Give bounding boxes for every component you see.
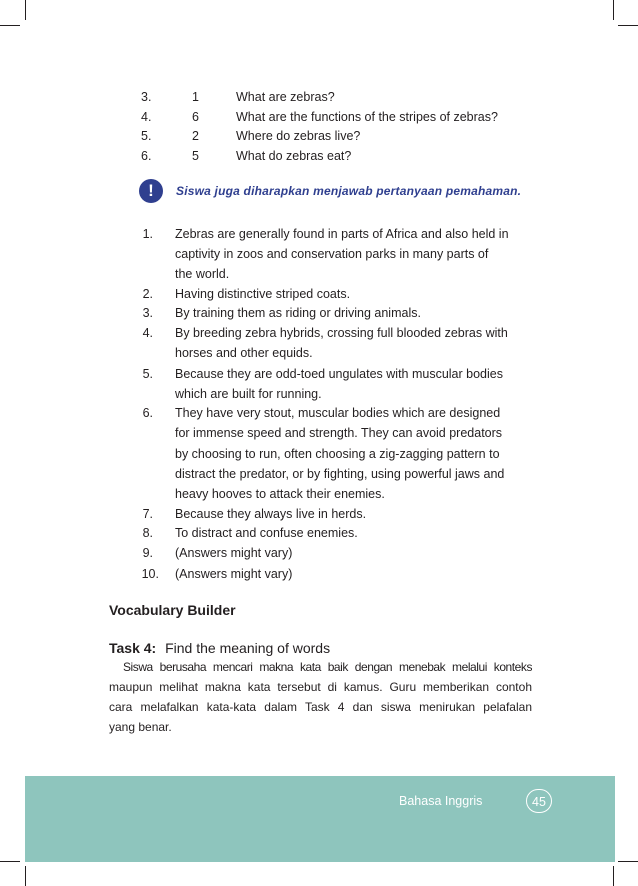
answer-line: (Answers might vary): [175, 546, 293, 560]
task-label: Task 4:: [109, 640, 157, 656]
answer-line: Because they always live in herds.: [175, 507, 367, 521]
question-number: 6.: [141, 149, 152, 163]
answer-number: 4.: [142, 326, 153, 340]
answer-line: for immense speed and strength. They can avoid predators: [175, 426, 503, 440]
question-number: 3.: [141, 90, 152, 104]
crop-mark: [618, 25, 638, 26]
answer-line: By training them as riding or driving animals.: [175, 306, 421, 320]
task-name: Find the meaning of words: [165, 640, 331, 656]
crop-mark: [618, 861, 638, 862]
answer-number: 1.: [142, 227, 153, 241]
question-number: 5.: [141, 129, 152, 143]
crop-mark: [0, 861, 20, 862]
crop-mark: [613, 866, 614, 886]
answer-number: 9.: [142, 546, 153, 560]
answer-line: distract the predator, or by fighting, using powerful jaws and: [175, 467, 505, 481]
section-heading: Vocabulary Builder: [109, 602, 236, 618]
answer-number: 5.: [142, 367, 153, 381]
answer-line: Zebras are generally found in parts of Africa and also held in: [175, 227, 509, 241]
question-text: What do zebras eat?: [236, 149, 352, 163]
crop-mark: [613, 0, 614, 20]
question-key: 1: [192, 90, 199, 104]
paragraph-line: cara melafalkan kata-kata dalam Task 4 dan siswa menirukan pelafalan: [109, 700, 532, 714]
question-text: What are zebras?: [236, 90, 335, 104]
instruction-paragraph: [109, 657, 532, 737]
paragraph-line: maupun melihat makna kata tersebut di kamus. Guru memberikan contoh: [109, 680, 532, 694]
answer-line: the world.: [175, 267, 230, 281]
question-row: [0, 149, 638, 169]
answer-number: 6.: [142, 406, 153, 420]
answer-line: heavy hooves to attack their enemies.: [175, 487, 385, 501]
footer-band: [25, 776, 615, 862]
question-text: What are the functions of the stripes of zebras?: [236, 110, 498, 124]
task-title: [109, 640, 330, 656]
question-row: [0, 90, 638, 110]
question-key: 2: [192, 129, 199, 143]
answer-number: 7.: [142, 507, 153, 521]
question-row: [0, 129, 638, 149]
question-text: Where do zebras live?: [236, 129, 361, 143]
answer-line: They have very stout, muscular bodies which are designed: [175, 406, 501, 420]
paragraph-line: yang benar.: [109, 720, 172, 734]
question-key: 5: [192, 149, 199, 163]
answer-line: horses and other equids.: [175, 346, 313, 360]
teacher-note: Siswa juga diharapkan menjawab pertanyaan pemahaman.: [176, 184, 522, 198]
exclamation-icon: !: [139, 179, 163, 203]
paragraph-line: Siswa berusaha mencari makna kata baik dengan menebak melalui konteks: [123, 660, 532, 674]
answer-number: 2.: [142, 287, 153, 301]
crop-mark: [25, 0, 26, 20]
answer-number: 3.: [142, 306, 153, 320]
answer-line: (Answers might vary): [175, 567, 293, 581]
answer-line: captivity in zoos and conservation parks in many parts of: [175, 247, 489, 261]
answer-line: by choosing to run, often choosing a zig-zagging pattern to: [175, 447, 500, 461]
question-number: 4.: [141, 110, 152, 124]
question-row: [0, 110, 638, 130]
page-number: 45: [526, 789, 552, 813]
answer-line: To distract and confuse enemies.: [175, 526, 358, 540]
answer-line: By breeding zebra hybrids, crossing full blooded zebras with: [175, 326, 508, 340]
crop-mark: [25, 866, 26, 886]
answer-number: 8.: [142, 526, 153, 540]
answer-number: 10.: [141, 567, 159, 581]
crop-mark: [0, 25, 20, 26]
answer-line: Having distinctive striped coats.: [175, 287, 351, 301]
book-title: Bahasa Inggris: [399, 794, 483, 808]
question-key: 6: [192, 110, 199, 124]
answer-line: Because they are odd-toed ungulates with muscular bodies: [175, 367, 503, 381]
answer-line: which are built for running.: [175, 387, 322, 401]
